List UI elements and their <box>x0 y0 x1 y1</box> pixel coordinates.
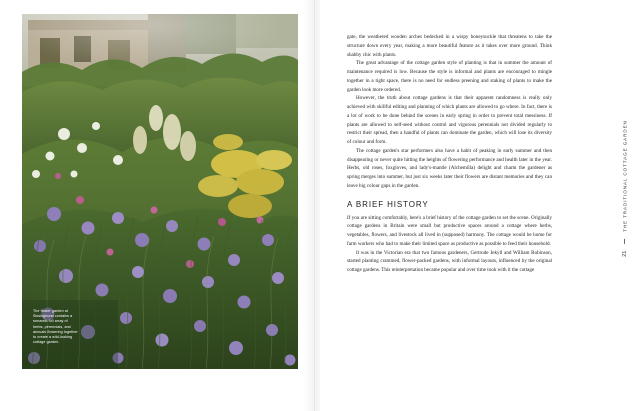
body-text-column <box>347 33 552 275</box>
running-head-folio <box>622 120 628 257</box>
paragraph: However, the truth about cottage gardens is that their apparent randomness is really only achieved with skillful editing and planning of which plants are allowed to go where. In fact, there is a lot of work to be done behind the scenes in early spring in order to prevent total messiness. If plants are allowed to self-seed without control and vigorous perennials not divided regularly to restrict their spread, then a handful of plants can dominate the garden, which will lose its diversity of colour and form. <box>347 95 552 145</box>
page-number: 21 <box>622 250 628 257</box>
right-page <box>320 0 640 411</box>
paragraph: If you are sitting comfortably, here's a brief history of the cottage garden to set the scene. Originally cottage gardens in Britain were small but productive spaces around a cottage where herbs, vegetables, flowers, and livestock all lived in (supposed) harmony. The cottage would be home for farm workers who had to make their limited space as productive as possible to feed their household. <box>347 214 552 247</box>
paragraph: It was in the Victorian era that two famous gardeners, Gertrude Jekyll and William Robinson, started planting crammed, flower-packed gardens, with informal layouts, influenced by the original cottage gardens. This reinterpretation became popular and over time took with it the cottage <box>347 249 552 273</box>
photo-caption: The flower garden at Sissinghurst contains a romantic full array of herbs, perennials, and annuals flowering together to create a wild-looking cottage garden. <box>33 309 78 345</box>
folio-divider <box>625 239 626 244</box>
running-head-label: THE TRADITIONAL COTTAGE GARDEN <box>622 120 628 232</box>
paragraph: The great advantage of the cottage garden style of planting is that in summer the amount of maintenance required is low. Because the style is informal and plants are encouraged to mingle together in a tight space, there is no need for endless preening and staking of plants to make the garden look more ordered. <box>347 60 552 93</box>
paragraph: The cottage garden's star performers also have a habit of peaking in early summer and then disappearing or never quite hitting the heights of flowering performance and health later in the year. Herbs, old roses, foxgloves, and lady's-mantle (Alchemilla) delight and charm the gardener as spring merges into summer, but just six weeks later their flowers are distant memories and they can leave big colour gaps in the garden. <box>347 147 552 189</box>
section-heading: A BRIEF HISTORY <box>347 199 429 209</box>
paragraph: gate, the weathered wooden arches bedecked in a wispy honeysuckle that threatens to take the structure down every year, making a more beautiful feature as it takes over more ground. Think shabby chic with plants. <box>347 34 552 58</box>
